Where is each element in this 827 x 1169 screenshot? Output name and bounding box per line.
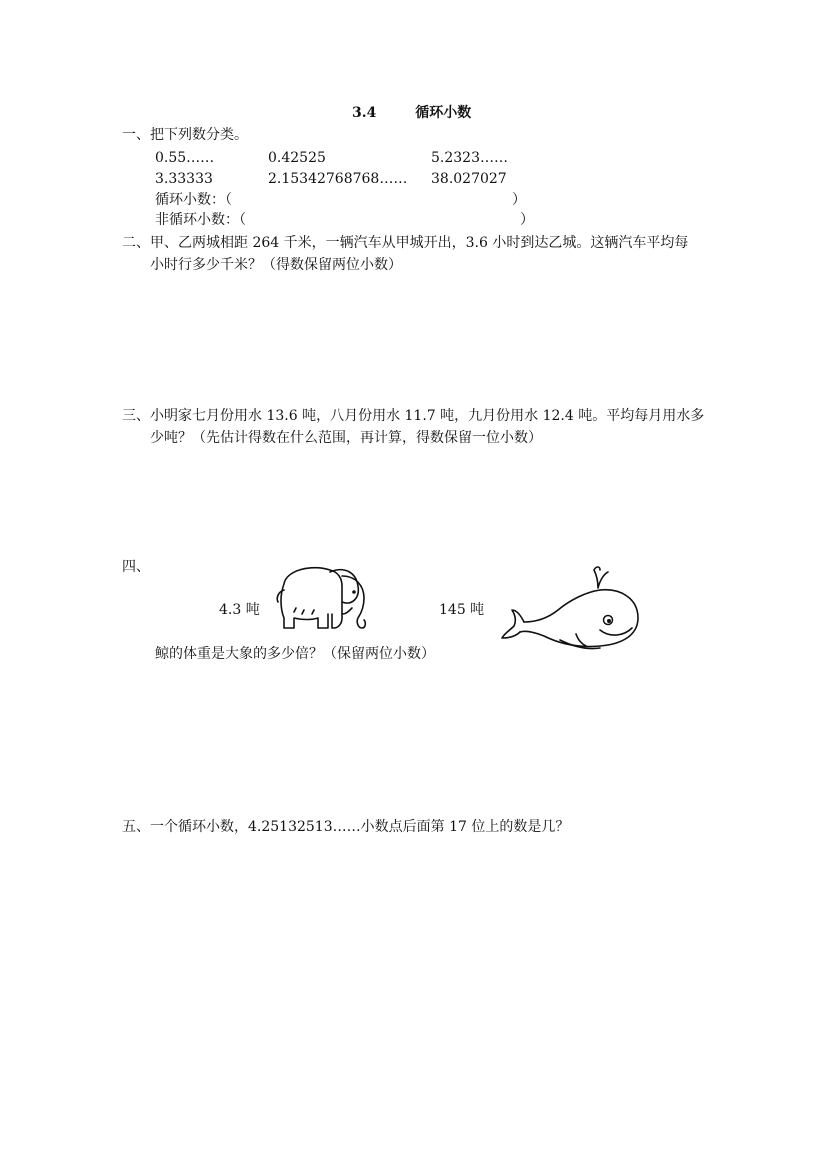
whale-illustration	[500, 560, 642, 656]
page-title	[352, 104, 471, 122]
q5-label: 五、	[122, 819, 150, 835]
q1-label: 一、	[122, 127, 150, 143]
elephant-weight: 4.3 吨	[219, 602, 260, 618]
q1-number: 38.027027	[431, 171, 507, 187]
section-title: 循环小数	[415, 105, 472, 121]
q2-label: 二、	[122, 235, 150, 251]
nonrepeating-close: ）	[520, 212, 534, 228]
section-number: 3.4	[352, 105, 377, 121]
q3-line2: 少吨？（先估计得数在什么范围，再计算，得数保留一位小数）	[150, 430, 542, 446]
q3-label: 三、	[122, 408, 150, 424]
elephant-illustration	[272, 562, 372, 638]
q2-line1: 甲、乙两城相距 264 千米，一辆汽车从甲城开出，3.6 小时到达乙城。这辆汽车平均每	[150, 235, 689, 251]
q4-label: 四、	[122, 559, 150, 575]
nonrepeating-label: 非循环小数：（	[155, 212, 246, 228]
q2-line2: 小时行多少千米？（得数保留两位小数）	[150, 257, 402, 273]
q1-prompt: 把下列数分类。	[150, 127, 248, 143]
q1-number: 0.42525	[268, 150, 326, 166]
q1-number: 2.15342768768……	[268, 171, 408, 187]
repeating-close: ）	[512, 192, 526, 208]
q1-number: 0.55……	[155, 150, 215, 166]
q3-line1: 小明家七月份用水 13.6 吨，八月份用水 11.7 吨，九月份用水 12.4 吨。平均每月用水多	[150, 408, 705, 424]
whale-weight: 145 吨	[439, 602, 485, 618]
q5-text: 一个循环小数，4.25132513……小数点后面第 17 位上的数是几？	[150, 819, 570, 835]
q4-question: 鲸的体重是大象的多少倍？（保留两位小数）	[155, 646, 435, 662]
q1-number: 5.2323……	[431, 150, 508, 166]
repeating-label: 循环小数：（	[155, 192, 232, 208]
q1-number: 3.33333	[155, 171, 213, 187]
